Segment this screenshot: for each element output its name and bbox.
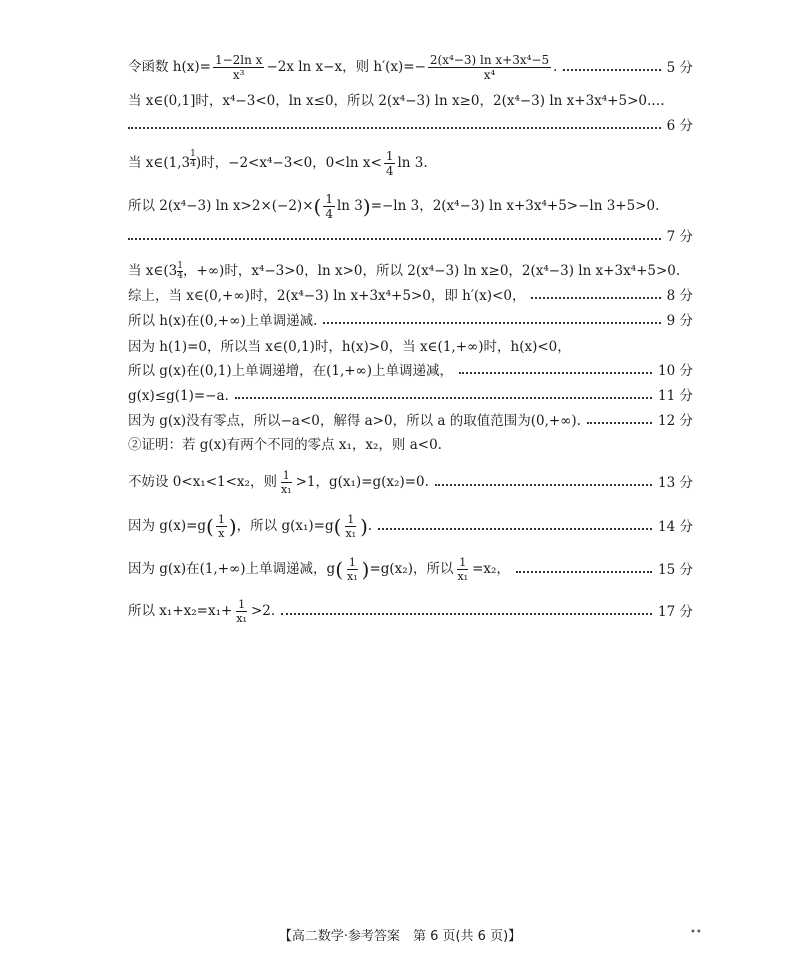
step-line	[128, 436, 693, 454]
score-label: 13 分	[658, 474, 693, 491]
text-segment: .	[553, 59, 558, 75]
score-label: 11 分	[658, 388, 693, 404]
score-label: 10 分	[658, 363, 693, 379]
denominator: x₁	[280, 483, 292, 496]
denominator: x₁	[236, 612, 247, 625]
text-segment: >1，g(x₁)=g(x₂)=0.	[295, 474, 429, 490]
step-line	[128, 287, 693, 305]
text-segment: .	[367, 518, 373, 534]
numerator: 1	[190, 149, 196, 159]
right-paren: )	[360, 514, 368, 539]
numerator: 1	[347, 513, 355, 526]
numerator: 1	[238, 598, 246, 611]
text-segment: 因为 g(x)在(1,+∞)上单调递减，g	[128, 561, 336, 577]
corner-mark: ••	[690, 927, 702, 938]
text-segment: −2x ln x−x，则 h′(x)=−	[266, 59, 426, 75]
step-text: 因为 g(x)没有零点，所以−a<0，解得 a>0，所以 a 的取值范围为(0,+∞).	[128, 413, 581, 429]
step-line	[128, 193, 693, 220]
fraction	[428, 54, 551, 81]
step-line-hx-derivative	[128, 54, 693, 81]
step-text: 综上，当 x∈(0,+∞)时，2(x⁴−3) ln x+3x⁴+5>0，即 h′(x)<0，	[128, 288, 526, 304]
step-line	[128, 599, 693, 624]
text-segment: =x₂，	[472, 561, 510, 577]
right-paren: )	[228, 514, 237, 539]
score-label: 12 分	[658, 413, 693, 429]
score-line	[128, 117, 693, 135]
step-line	[128, 312, 693, 330]
text-segment: =g(x₂)，所以	[369, 561, 454, 577]
numerator: 1	[348, 556, 356, 569]
text-segment: ln 3	[336, 198, 363, 214]
right-paren: )	[361, 557, 370, 582]
text-segment: ，所以 g(x₁)=g	[236, 518, 334, 534]
text-segment: 当 x∈(1,3	[128, 155, 191, 171]
step-line	[128, 92, 693, 110]
fraction	[455, 557, 470, 582]
step-line	[128, 150, 693, 177]
page-footer: 【高二数学·参考答案 第 6 页(共 6 页)】	[278, 929, 522, 944]
numerator: 1	[282, 469, 290, 482]
left-paren: (	[206, 514, 214, 539]
text-segment: =−ln 3，2(x⁴−3) ln x+3x⁴+5>−ln 3+5>0.	[370, 198, 660, 214]
fraction	[216, 514, 227, 539]
fraction	[279, 470, 294, 495]
step-line	[128, 338, 693, 356]
step-text: 所以 g(x)在(0,1)上单调递增，在(1,+∞)上单调递减，	[128, 363, 454, 379]
step-line	[128, 262, 693, 281]
denominator: x₁	[345, 527, 357, 540]
text-segment: 所以 x₁+x₂=x₁+	[128, 603, 233, 619]
leader-dots	[435, 484, 652, 486]
step-text: 当 x∈(0,1]时，x⁴−3<0，ln x≤0，所以 2(x⁴−3) ln x≥0，2(x⁴−3) ln x+3x⁴+5>0.…	[128, 93, 665, 109]
numerator: 1	[325, 192, 333, 206]
denominator: x	[218, 527, 225, 540]
step-line	[128, 470, 693, 495]
denominator: 4	[177, 271, 183, 281]
fraction	[234, 599, 249, 624]
numerator: 1	[217, 513, 225, 526]
denominator: 4	[385, 164, 394, 178]
leader-dots	[587, 422, 652, 424]
score-label: 5 分	[666, 59, 693, 76]
leader-dots	[459, 372, 652, 374]
left-paren: (	[333, 514, 342, 539]
text-segment: 当 x∈(3	[128, 263, 178, 279]
text-segment: >2.	[250, 603, 276, 619]
step-line	[128, 387, 693, 405]
score-label: 15 分	[658, 561, 693, 578]
step-text: 所以 h(x)在(0,+∞)上单调递减.	[128, 313, 318, 329]
denominator: 4	[325, 207, 333, 221]
score-label: 14 分	[658, 518, 693, 535]
leader-dots	[531, 297, 660, 299]
leader-dots	[128, 127, 661, 129]
score-line	[128, 228, 693, 246]
leader-dots	[323, 322, 660, 324]
numerator: 1	[177, 261, 183, 271]
denominator: x³	[232, 68, 245, 82]
score-label: 17 分	[658, 603, 693, 620]
step-line	[128, 514, 693, 539]
leader-dots	[128, 238, 661, 240]
step-line	[128, 412, 693, 430]
step-text: g(x)≤g(1)=−a.	[128, 388, 229, 404]
text-segment: ln 3.	[397, 155, 428, 171]
right-paren: )	[362, 194, 371, 219]
text-segment: 因为 g(x)=g	[128, 518, 207, 534]
score-label: 8 分	[666, 288, 693, 304]
numerator: 2(x⁴−3) ln x+3x⁴−5	[429, 53, 550, 67]
text-segment: 所以 2(x⁴−3) ln x>2×(−2)×	[128, 198, 314, 214]
numerator: 1	[459, 556, 467, 569]
leader-dots	[378, 528, 652, 530]
left-paren: (	[335, 557, 344, 582]
numerator: 1	[385, 149, 394, 163]
denominator: 4	[190, 159, 196, 169]
denominator: x₁	[457, 570, 469, 583]
text-segment: )时，−2<x⁴−3<0，0<ln x<	[195, 155, 382, 171]
step-line	[128, 362, 693, 380]
score-label: 7 分	[666, 229, 693, 245]
step-text: 因为 h(1)=0，所以当 x∈(0,1)时，h(x)>0，当 x∈(1,+∞)时，h(x)<0，	[128, 339, 571, 355]
denominator: x₁	[347, 570, 358, 583]
leader-dots	[281, 613, 652, 615]
leader-dots	[516, 571, 652, 573]
text-segment: ，+∞)时，x⁴−3>0，ln x>0，所以 2(x⁴−3) ln x≥0，2(x⁴−3) ln x+3x⁴+5>0.	[183, 263, 681, 279]
numerator: 1−2ln x	[214, 53, 263, 67]
denominator: x⁴	[483, 68, 496, 82]
step-line	[128, 557, 693, 582]
left-paren: (	[313, 194, 322, 219]
step-text: ②证明：若 g(x)有两个不同的零点 x₁，x₂，则 a<0.	[128, 437, 442, 453]
score-label: 6 分	[666, 118, 693, 134]
text-segment: 令函数 h(x)=	[128, 59, 211, 75]
fraction	[343, 514, 358, 539]
fraction	[213, 54, 264, 81]
score-label: 9 分	[666, 313, 693, 329]
fraction	[384, 150, 396, 177]
leader-dots	[235, 397, 652, 399]
leader-dots	[563, 69, 660, 71]
fraction	[323, 193, 335, 220]
text-segment: 不妨设 0<x₁<1<x₂，则	[128, 474, 277, 490]
fraction	[345, 557, 360, 582]
